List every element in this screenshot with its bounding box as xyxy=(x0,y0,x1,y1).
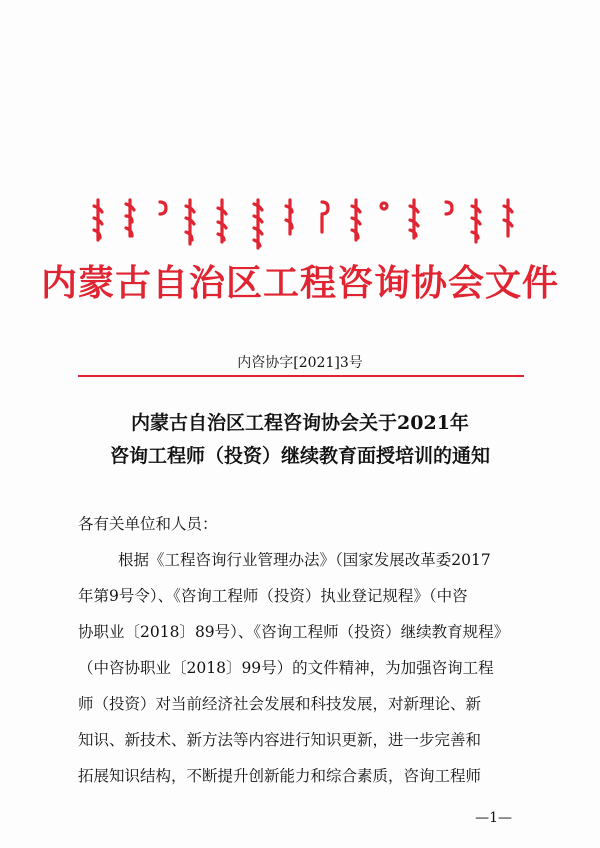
body-line: （中咨协职业〔2018〕99号）的文件精神，为加强咨询工程 xyxy=(78,659,494,677)
notice-title-line-2: 咨询工程师（投资）继续教育面授培训的通知 xyxy=(109,445,490,467)
salutation: 各有关单位和人员： xyxy=(78,515,218,533)
page-number: —1— xyxy=(475,810,512,826)
body-line: 协职业〔2018〕89号）、《咨询工程师（投资）继续教育规程》 xyxy=(78,623,510,641)
body-line: 拓展知识结构，不断提升创新能力和综合素质，咨询工程师 xyxy=(78,767,482,785)
body-line: 知识、新技术、新方法等内容进行知识更新，进一步完善和 xyxy=(78,731,482,749)
org-header-title: 内蒙古自治区工程咨询协会文件 xyxy=(40,262,559,304)
body-line: 年第9号令）、《咨询工程师（投资）执业登记规程》（中咨 xyxy=(78,587,468,605)
document-number: 内咨协字[2021]3号 xyxy=(237,355,363,371)
mongolian-script-logo xyxy=(0,192,600,252)
notice-title-line-1: 内蒙古自治区工程咨询协会关于2021年 xyxy=(131,412,469,434)
body-line: 根据《工程咨询行业管理办法》（国家发展改革委2017 xyxy=(118,551,491,569)
body-line: 师（投资）对当前经济社会发展和科技发展，对新理论、新 xyxy=(78,695,482,713)
red-divider xyxy=(78,375,524,377)
